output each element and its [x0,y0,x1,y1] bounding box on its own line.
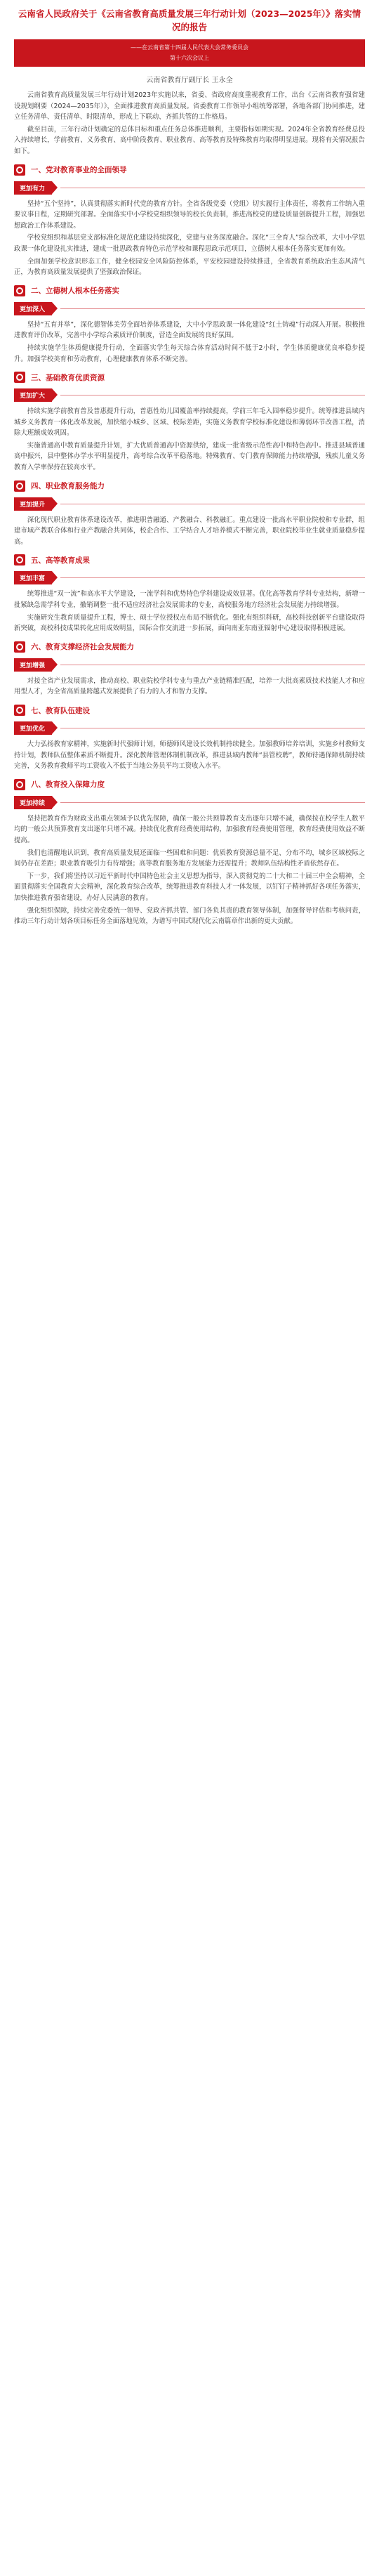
section-paragraph: 统筹推进“双一流”和高水平大学建设，一流学科和优势特色学科建设成效显著。优化高等教育学科专业结构，新增一批紧缺急需学科专业，撤销调整一批不适应经济社会发展需求的专业，高校服务地方经济社会发展能力持续增强。 [14,590,365,610]
section-title: 四、职业教育服务能力 [31,482,105,491]
section-heading [14,779,365,790]
section-marker-icon [14,779,25,790]
section-subheading [14,658,365,672]
section-heading [14,705,365,716]
section-subtitle-tag: 更加有力 [14,181,52,195]
report-page [0,0,379,953]
section-marker-icon [14,554,25,565]
meeting-banner [14,39,365,67]
section-heading [14,641,365,653]
section-heading [14,480,365,492]
section-paragraph: 强化组织保障，持续完善党委统一领导、党政齐抓共管、部门各负其责的教育领导体制，加强督导评估和考核问责，推动三年行动计划各项目标任务全面落地见效，为谱写中国式现代化云南篇章作出新的更大贡献。 [14,906,365,926]
section-paragraph: 持续实施学生体质健康提升行动，全面落实学生每天综合体育活动时间不低于2小时，学生体质健康优良率稳步提升。加强学校美育和劳动教育，心理健康教育体系不断完善。 [14,344,365,363]
report-section [14,641,365,698]
report-section [14,705,365,772]
section-divider [60,308,365,309]
section-marker-icon [14,480,25,492]
section-paragraph: 深化现代职业教育体系建设改革，推进职普融通、产教融合、科教融汇。重点建设一批高水平职业院校和专业群，组建市域产教联合体和行业产教融合共同体，校企合作、工学结合人才培养模式不断完善，职业院校毕业生就业质量稳步提高。 [14,516,365,546]
section-subtitle-tag: 更加丰富 [14,571,52,584]
section-paragraph: 学校党组织和基层党支部标准化规范化建设持续深化，党建与业务深度融合。深化“三全育人”综合改革，大中小学思政课一体化建设扎实推进，建成一批思政教育特色示范学校和课程思政示范项目，立德树人根本任务落实更加有效。 [14,234,365,253]
section-subtitle-tag: 更加深入 [14,302,52,315]
section-paragraph: 对接全省产业发展需求，推动高校、职业院校学科专业与重点产业链精准匹配，培养一大批高素质技术技能人才和应用型人才，为全省高质量跨越式发展提供了有力的人才和智力支撑。 [14,676,365,696]
section-paragraph: 全面加强学校意识形态工作，健全校园安全风险防控体系，平安校园建设持续推进，全省教育系统政治生态风清气正，为教育高质量发展提供了坚强政治保证。 [14,257,365,277]
section-divider [60,802,365,803]
banner-line-2: 第十六次会议上 [170,55,209,61]
section-marker-icon [14,705,25,716]
section-paragraph: 我们也清醒地认识到，教育高质量发展还面临一些困难和问题：优质教育资源总量不足、分布不均，城乡区域校际之间仍存在差距；职业教育吸引力有待增强；高等教育服务地方发展能力还需提升；教师队伍结构性矛盾依然存在。 [14,849,365,868]
section-subtitle-tag: 更加提升 [14,497,52,511]
report-section [14,372,365,473]
section-heading [14,285,365,296]
section-subheading [14,571,365,584]
report-section [14,285,365,365]
section-title: 八、教育投入保障力度 [31,780,105,790]
section-title: 一、党对教育事业的全面领导 [31,166,127,175]
section-paragraph: 实施研究生教育质量提升工程，博士、硕士学位授权点布局不断优化。强化有组织科研，高校科技创新平台建设取得新突破，高校科技成果转化应用成效明显，国际合作交流进一步拓展，面向南亚东南亚辐射中心建设取得积极进展。 [14,613,365,633]
section-divider [60,577,365,578]
section-marker-icon [14,641,25,653]
section-heading [14,164,365,176]
intro-paragraph: 云南省教育高质量发展三年行动计划2023年实施以来，省委、省政府高度重视教育工作，出台《云南省教育强省建设规划纲要（2024—2035年）》，全面推进教育高质量发展。省委教育工作领导小组统筹部署，各地各部门协同推进，建立任务清单、责任清单、时限清单，形成上下联动、齐抓共管的工作格局。 [14,91,365,122]
banner-line-1: ——在云南省第十四届人民代表大会常务委员会 [131,44,248,51]
section-subheading [14,796,365,809]
section-subheading [14,302,365,315]
section-subheading [14,181,365,195]
section-subtitle-tag: 更加持续 [14,796,52,809]
section-title: 七、教育队伍建设 [31,706,90,715]
section-subheading [14,497,365,511]
section-subtitle-tag: 更加优化 [14,721,52,735]
section-paragraph: 实施普通高中教育质量提升计划，扩大优质普通高中资源供给，建成一批省级示范性高中和特色高中。推进县域普通高中振兴，县中整体办学水平明显提升，高考综合改革平稳落地。特殊教育、专门教育保障能力持续增强，残疾儿童义务教育入学率保持在较高水平。 [14,441,365,472]
section-paragraph: 持续实施学前教育普及普惠提升行动，普惠性幼儿园覆盖率持续提高，学前三年毛入园率稳步提升。统筹推进县域内城乡义务教育一体化改革发展，加快缩小城乡、区域、校际差距，实施义务教育学校标准化建设和薄弱环节改善工程，消除大班额成效巩固。 [14,407,365,438]
section-paragraph: 坚持“五育并举”，深化德智体美劳全面培养体系建设，大中小学思政课一体化建设“红土铸魂”行动深入开展。积极推进教育评价改革，完善中小学综合素质评价制度，营造全面发展的良好氛围。 [14,320,365,340]
section-subheading [14,388,365,402]
section-title: 五、高等教育成果 [31,556,90,565]
intro-block [14,90,365,157]
section-subtitle-tag: 更加增强 [14,658,52,672]
section-paragraph: 坚持把教育作为财政支出重点领域予以优先保障，确保一般公共预算教育支出逐年只增不减，确保按在校学生人数平均的一般公共预算教育支出逐年只增不减。持续优化教育经费使用结构，加强教育经费使用管理，教育经费使用效益不断提高。 [14,814,365,844]
report-section [14,779,365,927]
section-marker-icon [14,372,25,383]
section-heading [14,554,365,565]
report-section [14,480,365,548]
section-paragraph: 下一步，我们将坚持以习近平新时代中国特色社会主义思想为指导，深入贯彻党的二十大和二十届三中全会精神，全面贯彻落实全国教育大会精神，深化教育综合改革，统筹推进教育科技人才一体发展，以钉钉子精神抓好各项任务落实，加快推进教育强省建设，办好人民满意的教育。 [14,872,365,902]
report-title: 云南省人民政府关于《云南省教育高质量发展三年行动计划（2023—2025年）》落实情况的报告 [18,8,361,32]
section-subtitle-tag: 更加扩大 [14,388,52,402]
section-title: 二、立德树人根本任务落实 [31,287,119,296]
report-author: 云南省教育厅副厅长 王永全 [146,77,233,84]
sections-container [14,164,365,927]
section-paragraph: 坚持“五个坚持”，认真贯彻落实新时代党的教育方针。全省各级党委（党组）切实履行主体责任，将教育工作纳入重要议事日程，定期研究部署。全面落实中小学校党组织领导的校长负责制，推进高校党的建设质量创新提升工程，加强思想政治工作体系建设。 [14,200,365,230]
section-marker-icon [14,164,25,176]
section-subheading [14,721,365,735]
section-heading [14,372,365,383]
section-paragraph: 大力弘扬教育家精神，实施新时代强师计划，师德师风建设长效机制持续健全。加强教师培养培训，实施乡村教师支持计划，教师队伍整体素质不断提升。深化教师管理体制机制改革，推进县域内教师“县管校聘”，教师待遇保障机制持续完善，义务教育教师平均工资收入不低于当地公务员平均工资收入水平。 [14,740,365,771]
report-section [14,554,365,634]
section-title: 六、教育支撑经济社会发展能力 [31,643,134,652]
report-section [14,164,365,278]
section-title: 三、基础教育优质资源 [31,373,105,382]
section-marker-icon [14,285,25,296]
intro-paragraph: 截至目前，三年行动计划确定的总体目标和重点任务总体推进顺利，主要指标如期实现。2024年全省教育经费总投入持续增长，学前教育、义务教育、高中阶段教育、职业教育、高等教育及特殊教育均取得明显进展。现将有关情况报告如下。 [14,125,365,155]
